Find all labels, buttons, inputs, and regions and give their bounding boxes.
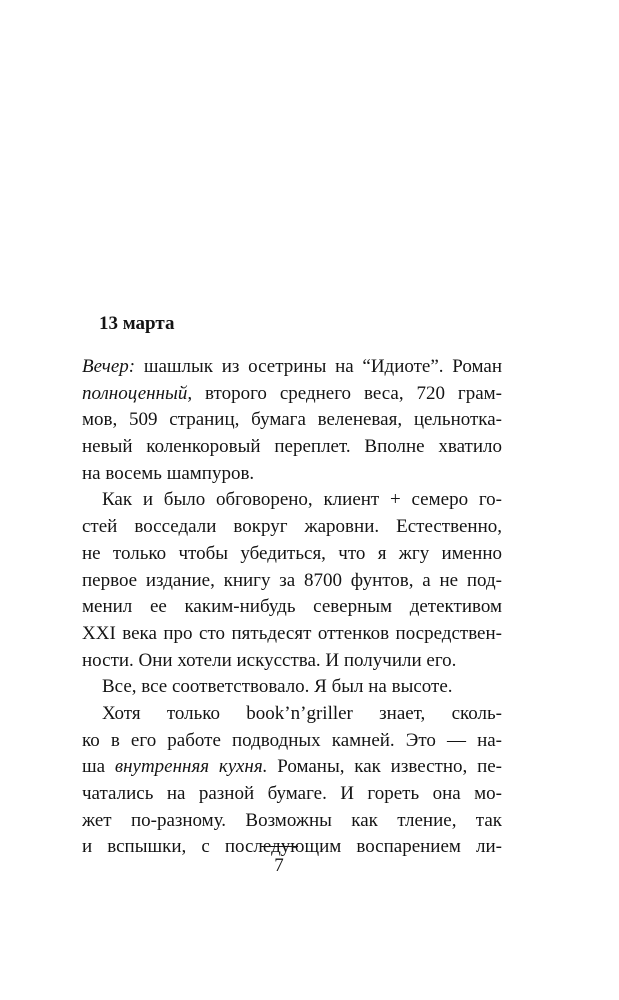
text-segment: и вспышки, с последующим воспарением ли- [82, 836, 502, 858]
text-segment: XXI века про сто пятьдесят оттенков посредствен- [82, 622, 502, 644]
page-number: 7 [274, 855, 284, 876]
text-segment: мов, 509 страниц, бумага веленевая, цельнотка- [82, 409, 502, 431]
text-line [82, 808, 502, 835]
text-segment: Хотя только book’n’griller знает, сколь- [102, 702, 502, 724]
footer-rule [260, 846, 298, 847]
text-segment: шашлык из осетрины на “Идиоте”. Роман [135, 356, 502, 377]
text-line [82, 781, 502, 808]
paragraph [82, 674, 502, 701]
text-segment: не только чтобы убедиться, что я жгу именно [82, 542, 502, 564]
text-line [82, 621, 502, 648]
italic-text: Вечер: [82, 356, 136, 377]
text-line [82, 594, 502, 621]
text-line [82, 648, 502, 675]
text-segment: чатались на разной бумаге. И гореть она мо- [82, 783, 502, 804]
text-segment: Как и было обговорено, клиент + семеро го- [102, 489, 502, 511]
paragraph [82, 354, 502, 487]
text-segment: Все, все соответствовало. Я был на высоте. [102, 676, 453, 698]
text-line [82, 674, 502, 701]
paragraph [82, 701, 502, 861]
paragraph [82, 487, 502, 674]
text-line [82, 434, 502, 461]
text-line [82, 568, 502, 595]
text-line [82, 754, 502, 781]
text-line [82, 354, 502, 381]
text-segment: ша [82, 756, 115, 778]
text-line [82, 701, 502, 728]
text-segment: жет по-разному. Возможны как тление, так [82, 809, 502, 831]
text-segment: на восемь шампуров. [82, 462, 255, 484]
text-segment: невый коленкоровый переплет. Вполне хватило [82, 436, 502, 458]
text-line [82, 461, 502, 488]
text-segment: менил ее каким-нибудь северным детективом [82, 596, 502, 618]
text-segment: второго среднего веса, 720 грам- [192, 382, 502, 404]
text-segment: ко в его работе подводных камней. Это — на- [82, 729, 502, 751]
italic-text: полноценный, [82, 382, 193, 404]
text-segment: Романы, как известно, пе- [267, 756, 502, 778]
text-segment: первое издание, книгу за 8700 фунтов, а не под- [82, 569, 502, 591]
text-segment: стей восседали вокруг жаровни. Естественно, [82, 516, 502, 538]
text-line [82, 381, 502, 408]
italic-text: внутренняя кухня. [114, 756, 268, 778]
text-line [82, 487, 502, 514]
text-line [82, 514, 502, 541]
text-segment: ности. Они хотели искусства. И получили его. [82, 649, 457, 671]
body-text [82, 354, 502, 861]
chapter-date-heading: 13 марта [99, 313, 175, 334]
text-line [82, 728, 502, 755]
text-line [82, 541, 502, 568]
text-line [82, 407, 502, 434]
